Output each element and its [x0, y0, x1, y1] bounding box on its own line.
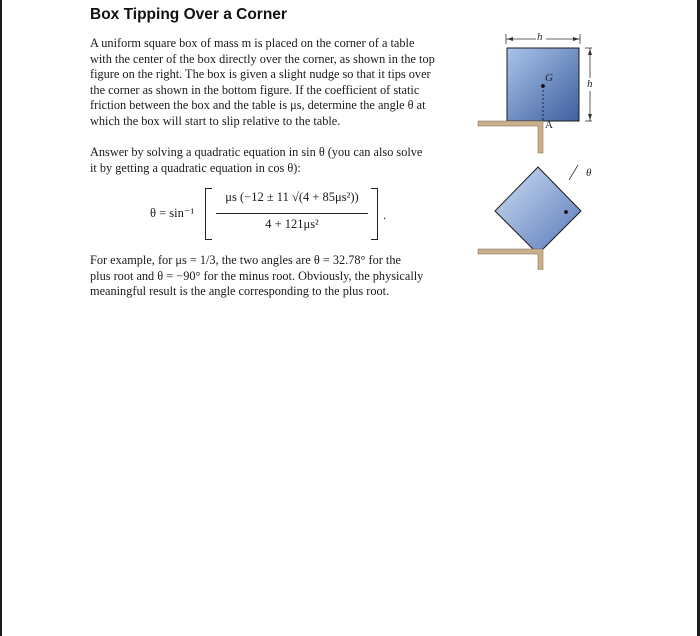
problem-statement: [90, 36, 458, 130]
box-figures-svg: [472, 20, 592, 270]
label-angle-theta: θ: [586, 167, 592, 179]
center-of-mass-dot-tipped: [564, 210, 568, 214]
equation-numerator: μs (−12 ± 11 √(4 + 85μs²)): [225, 190, 359, 204]
fraction-bar: [216, 213, 368, 214]
text-line: the corner as shown in the bottom figure. If the coefficient of static: [90, 82, 420, 97]
width-dimension: [506, 32, 580, 45]
page-left-border: [0, 0, 2, 636]
text-line: For example, for μs = 1/3, the two angles are θ = 32.78° for the: [90, 253, 401, 267]
text-line: plus root and θ = −90° for the minus root. Obviously, the physically: [90, 268, 424, 283]
equation-denominator: 4 + 121μs²: [265, 217, 319, 231]
text-line: A uniform square box of mass m is placed on the corner of a table: [90, 36, 415, 50]
table-bottom: [478, 249, 543, 270]
box-figures: [472, 20, 592, 270]
page-title: Box Tipping Over a Corner: [90, 6, 287, 23]
equation-lhs: θ = sin⁻¹: [150, 206, 195, 220]
angle-reference-line: [569, 165, 578, 180]
left-bracket: [205, 188, 212, 240]
example-paragraph: [90, 253, 458, 300]
solution-hint: [90, 145, 458, 176]
answer-equation: [150, 188, 410, 244]
text-line: figure on the right. The box is given a slight nudge so that it tips over: [90, 67, 431, 82]
center-of-mass-dot: [541, 84, 545, 88]
text-line: it by getting a quadratic equation in cos θ):: [90, 160, 301, 175]
label-width-h: h: [537, 31, 543, 43]
label-center-g: G: [545, 72, 553, 84]
box-tipped: [495, 167, 581, 254]
text-line: which the box will start to slip relative to the table.: [90, 113, 341, 128]
right-bracket: [371, 188, 378, 240]
text-line: Answer by solving a quadratic equation in sin θ (you can also solve: [90, 145, 423, 159]
text-line: friction between the box and the table is μs, determine the angle θ at: [90, 98, 426, 113]
table-top: [478, 121, 543, 153]
text-line: with the center of the box directly over the corner, as shown in the top: [90, 51, 435, 66]
label-corner-a: A: [545, 119, 553, 131]
text-line: meaningful result is the angle corresponding to the plus root.: [90, 284, 390, 299]
equation-period: .: [383, 208, 387, 222]
label-height-h: h: [587, 78, 593, 90]
